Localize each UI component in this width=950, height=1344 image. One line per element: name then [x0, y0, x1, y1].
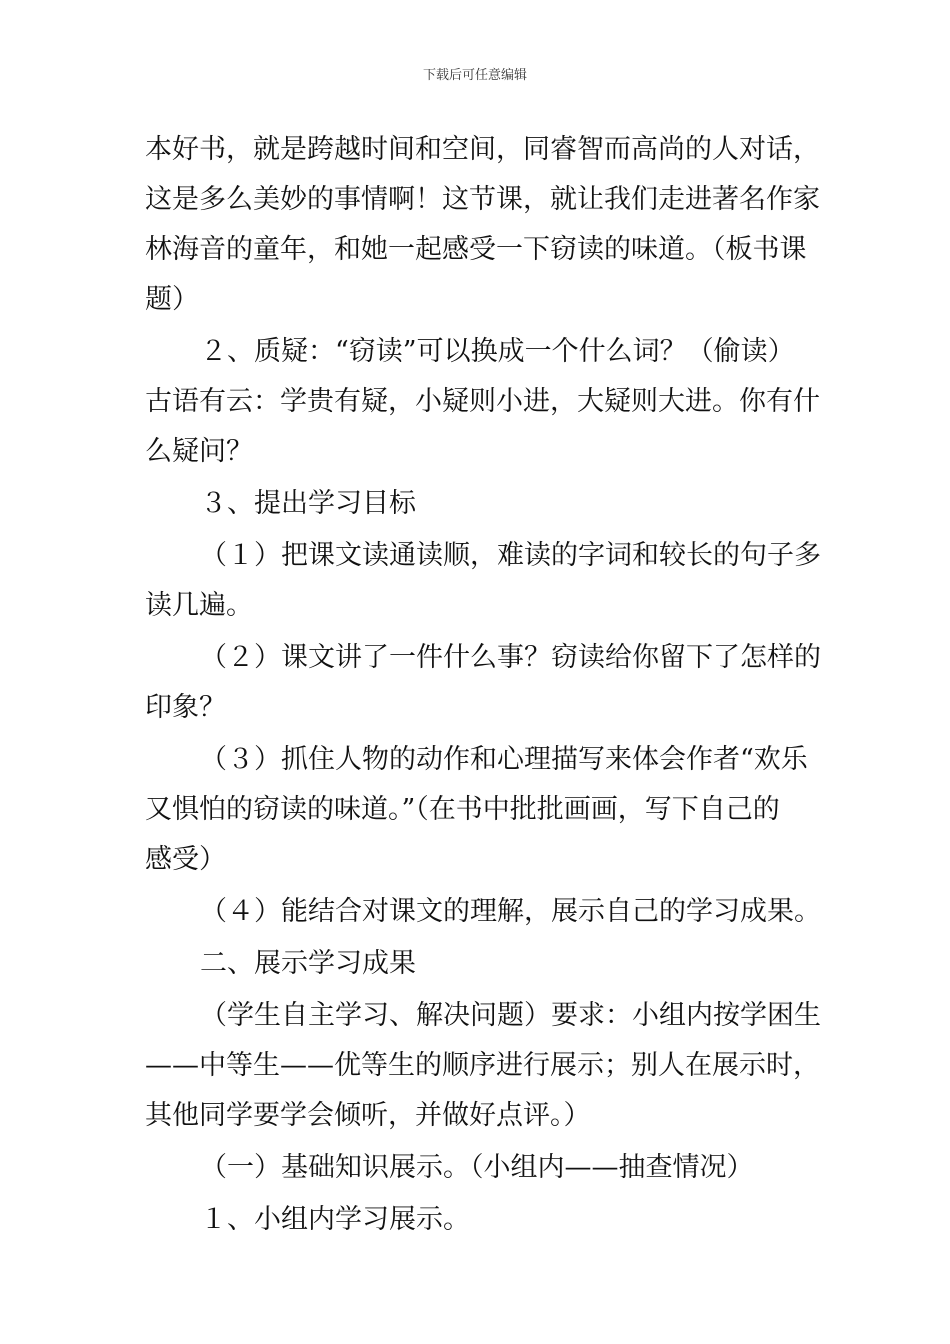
text-line: 感受）	[145, 844, 226, 875]
text-line: 其他同学要学会倾听，并做好点评。）	[145, 1100, 591, 1131]
text-line: 古语有云：学贵有疑，小疑则小进，大疑则大进。你有什	[145, 386, 820, 417]
page-header: 下载后可任意编辑	[422, 68, 527, 83]
text-line: ——中等生——优等生的顺序进行展示；别人在展示时，	[145, 1050, 820, 1081]
text-line: 林海音的童年，和她一起感受一下窃读的味道。（板书课	[145, 234, 807, 265]
paragraph-basic-knowledge	[145, 1143, 810, 1193]
paragraph-goal-1	[145, 531, 821, 631]
text-line: 印象？	[145, 692, 226, 723]
paragraph-intro	[145, 125, 820, 325]
text-line: 么疑问？	[145, 436, 253, 467]
paragraph-requirements	[145, 991, 821, 1141]
text-line: ３、提出学习目标	[200, 488, 416, 519]
document-body	[145, 125, 821, 1247]
text-line: （１）把课文读通读顺，难读的字词和较长的句子多	[200, 540, 821, 571]
text-line: （２）课文讲了一件什么事？窃读给你留下了怎样的	[200, 642, 821, 673]
text-line: 题）	[145, 284, 199, 315]
paragraph-goal-2	[145, 633, 821, 733]
paragraph-goals-heading	[145, 479, 810, 529]
text-line: （３）抓住人物的动作和心理描写来体会作者“欢乐	[200, 744, 808, 775]
text-line: 本好书，就是跨越时间和空间，同睿智而高尚的人对话，	[145, 134, 820, 165]
paragraph-question	[145, 327, 820, 477]
text-line: （一）基础知识展示。（小组内——抽查情况）	[200, 1152, 754, 1183]
paragraph-section-2-heading	[145, 939, 810, 989]
paragraph-group-display	[145, 1195, 810, 1245]
text-line: ２、质疑：“窃读”可以换成一个什么词？（偷读）	[200, 336, 795, 367]
text-line: （学生自主学习、解决问题）要求：小组内按学困生	[200, 1000, 821, 1031]
text-line: 这是多么美妙的事情啊！这节课，就让我们走进著名作家	[145, 184, 820, 215]
text-line: 二、展示学习成果	[200, 948, 416, 979]
text-line: １、小组内学习展示。	[200, 1204, 470, 1235]
text-line: （４）能结合对课文的理解，展示自己的学习成果。	[200, 896, 821, 927]
paragraph-goal-4	[145, 887, 821, 937]
text-line: 又惧怕的窃读的味道。”（在书中批批画画，写下自己的	[145, 794, 780, 825]
text-line: 读几遍。	[145, 590, 253, 621]
paragraph-goal-3	[145, 735, 810, 885]
